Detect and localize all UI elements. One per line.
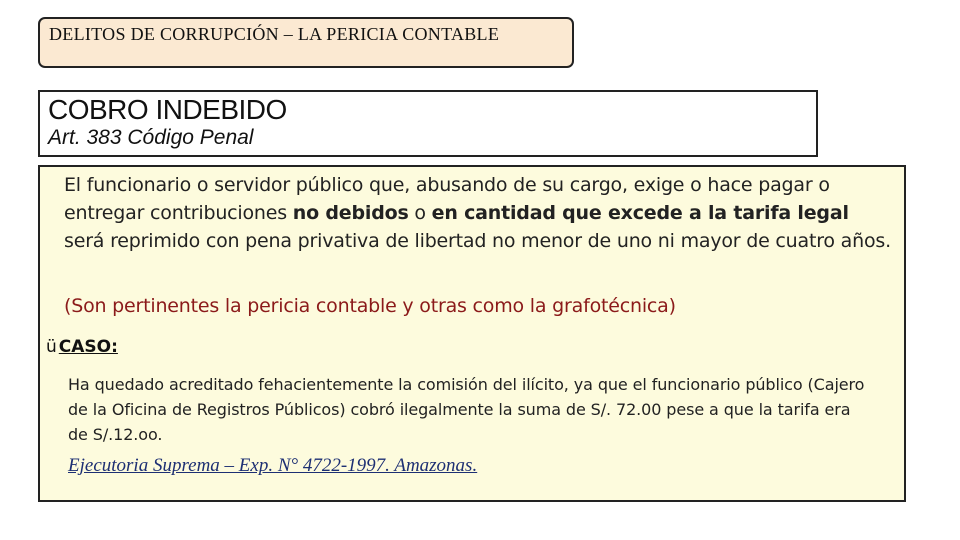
paragraph-text-2: o [408, 202, 432, 224]
definition-paragraph [64, 171, 894, 255]
page-subtitle: Art. 383 Código Penal [48, 126, 254, 149]
title-box [38, 90, 818, 157]
content-box [38, 165, 906, 502]
case-heading [46, 335, 118, 359]
page-title: COBRO INDEBIDO [48, 94, 287, 125]
paragraph-text-1: El funcionario o servidor público que, abusando de su cargo, exige o hace pagar o entregar contribuciones [64, 174, 830, 224]
case-text: Ha quedado acreditado fehacientemente la comisión del ilícito, ya que el funcionario público (Cajero de la Oficina de Registros Públicos) cobró ilegalmente la suma de S/. 72.00 pese a que la tarifa era de S/.12.oo. [68, 375, 865, 444]
case-label: CASO: [58, 337, 118, 357]
section-header-title: DELITOS DE CORRUPCIÓN – LA PERICIA CONTABLE [49, 24, 500, 44]
citation-link[interactable]: Ejecutoria Suprema – Exp. N° 4722-1997. Amazonas. [68, 455, 478, 476]
section-header [38, 17, 574, 68]
paragraph-bold-1: no debidos [292, 202, 409, 224]
paragraph-bold-2: en cantidad que excede a la tarifa legal [431, 202, 849, 224]
note-text: (Son pertinentes la pericia contable y otras como la grafotécnica) [64, 295, 676, 317]
checkmark-icon: ü [46, 337, 57, 357]
paragraph-text-3: será reprimido con pena privativa de libertad no menor de uno ni mayor de cuatro años. [64, 230, 891, 252]
